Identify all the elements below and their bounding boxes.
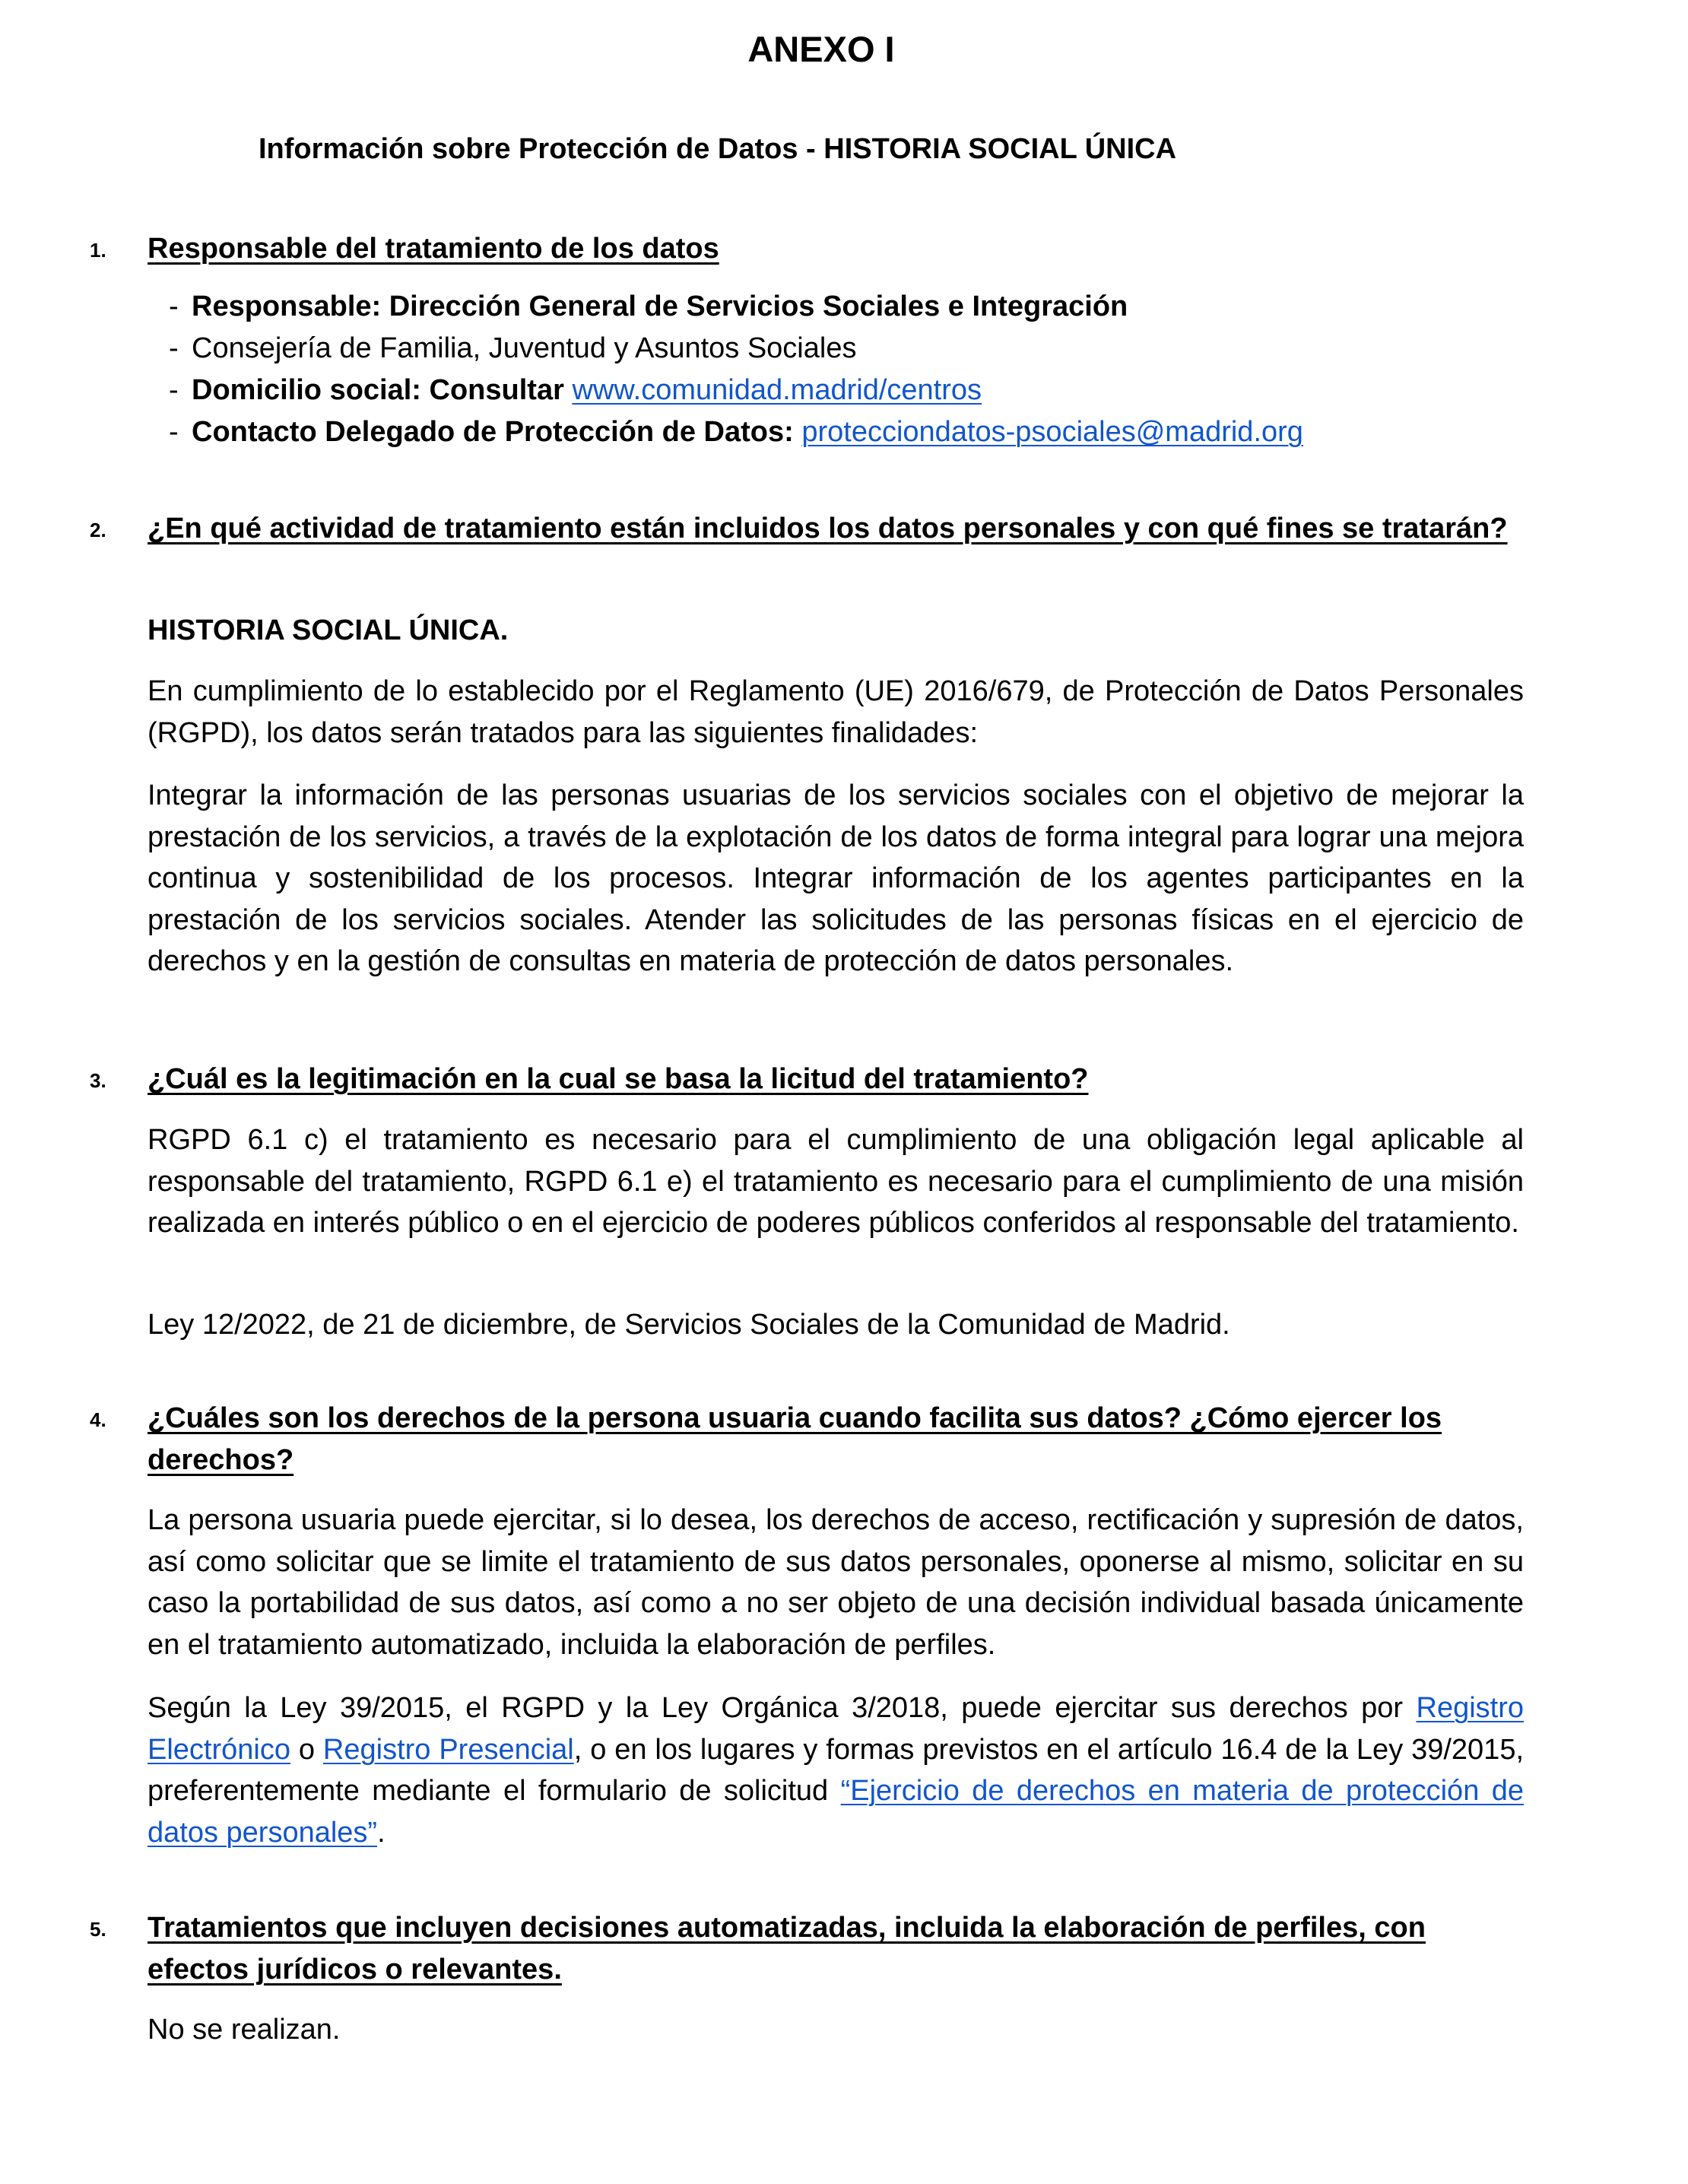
document-subtitle: Información sobre Protección de Datos - HISTORIA SOCIAL ÚNICA: [259, 133, 1177, 165]
bullet-dash: -: [169, 332, 179, 364]
bullet-dash: -: [169, 290, 179, 322]
centros-link[interactable]: www.comunidad.madrid/centros: [572, 374, 982, 406]
paragraph: RGPD 6.1 c) el tratamiento es necesario para el cumplimiento de una obligación legal aplicable al responsable del tratamiento, RGPD 6.1 e) el tratamiento es necesario para el cumplimiento de una misión realizada en interés público o en el ejercicio de poderes públicos conferidos al responsable del tratamiento.: [148, 1124, 1524, 1239]
section-heading: ¿Cuál es la legitimación en la cual se basa la licitud del tratamiento?: [148, 1063, 1089, 1095]
annex-title-text: ANEXO I: [747, 29, 895, 69]
list-item: [169, 411, 1537, 453]
list-item: [169, 370, 1537, 411]
section-number: 5.: [90, 1918, 106, 1941]
list-item: [169, 286, 1537, 328]
section-heading: Tratamientos que incluyen decisiones automatizadas, incluida la elaboración de perfiles, con efectos jurídicos o relevantes.: [148, 1912, 1426, 1986]
section-number: 2.: [90, 519, 106, 541]
section-number: 1.: [90, 239, 106, 262]
section-number: 3.: [90, 1069, 106, 1092]
ministry-text: Consejería de Familia, Juventud y Asuntos Sociales: [192, 332, 857, 364]
rights-paragraph: [148, 1687, 1524, 1853]
address-label: Domicilio social: Consultar: [192, 374, 564, 406]
rights-form-link[interactable]: “Ejercicio de derechos en materia de protección de datos personales”: [148, 1775, 1524, 1849]
list-item: [169, 328, 1537, 370]
responsible-list: [169, 286, 1537, 453]
dpo-contact-label: Contacto Delegado de Protección de Datos:: [192, 416, 794, 448]
bullet-dash: -: [169, 416, 179, 448]
paragraph: Ley 12/2022, de 21 de diciembre, de Servicios Sociales de la Comunidad de Madrid.: [148, 1309, 1230, 1341]
rights-text: , o en los lugares y formas previstos en el artículo 16.4 de la Ley 39/2015, preferentemente mediante el formulario de solicitud: [148, 1733, 1525, 1807]
paragraph: La persona usuaria puede ejercitar, si lo desea, los derechos de acceso, rectificación y supresión de datos, así como solicitar que se limite el tratamiento de sus datos personales, oponerse al mismo, solicitar en su caso la portabilidad de sus datos, así como a no ser objeto de una decisión individual basada únicamente en el tratamiento automatizado, incluida la elaboración de perfiles.: [148, 1504, 1524, 1661]
section-heading: ¿En qué actividad de tratamiento están incluidos los datos personales y con qué fines se tratarán?: [148, 513, 1508, 544]
section-heading: ¿Cuáles son los derechos de la persona usuaria cuando facilita sus datos? ¿Cómo ejercer los derechos?: [148, 1402, 1442, 1476]
annex-title: [0, 23, 1688, 76]
paragraph: No se realizan.: [148, 2014, 341, 2046]
rights-text: o: [290, 1733, 323, 1766]
section-heading: Responsable del tratamiento de los datos: [148, 233, 719, 265]
rights-text: .: [377, 1816, 386, 1849]
paragraph: Integrar la información de las personas usuarias de los servicios sociales con el objetivo de mejorar la prestación de los servicios, a través de la explotación de los datos de forma integral para lograr una mejora continua y sostenibilidad de los procesos. Integrar información de los agentes participantes en la prestación de los servicios sociales. Atender las solicitudes de las personas físicas en el ejercicio de derechos y en la gestión de consultas en materia de protección de datos personales.: [148, 779, 1524, 977]
paragraph: En cumplimiento de lo establecido por el Reglamento (UE) 2016/679, de Protección de Datos Personales (RGPD), los datos serán tratados para las siguientes finalidades:: [148, 675, 1524, 749]
dpo-email-link[interactable]: protecciondatos-psociales@madrid.org: [801, 416, 1303, 448]
section-number: 4.: [90, 1408, 106, 1431]
responsible-label: Responsable: Dirección General de Servicios Sociales e Integración: [192, 290, 1128, 322]
registro-electronico-link[interactable]: Registro Electrónico: [148, 1692, 1524, 1766]
rights-text: Según la Ley 39/2015, el RGPD y la Ley Orgánica 3/2018, puede ejercitar sus derechos por: [148, 1692, 1417, 1724]
section-subheading: HISTORIA SOCIAL ÚNICA.: [148, 614, 509, 646]
bullet-dash: -: [169, 374, 179, 406]
registro-presencial-link[interactable]: Registro Presencial: [322, 1733, 574, 1766]
